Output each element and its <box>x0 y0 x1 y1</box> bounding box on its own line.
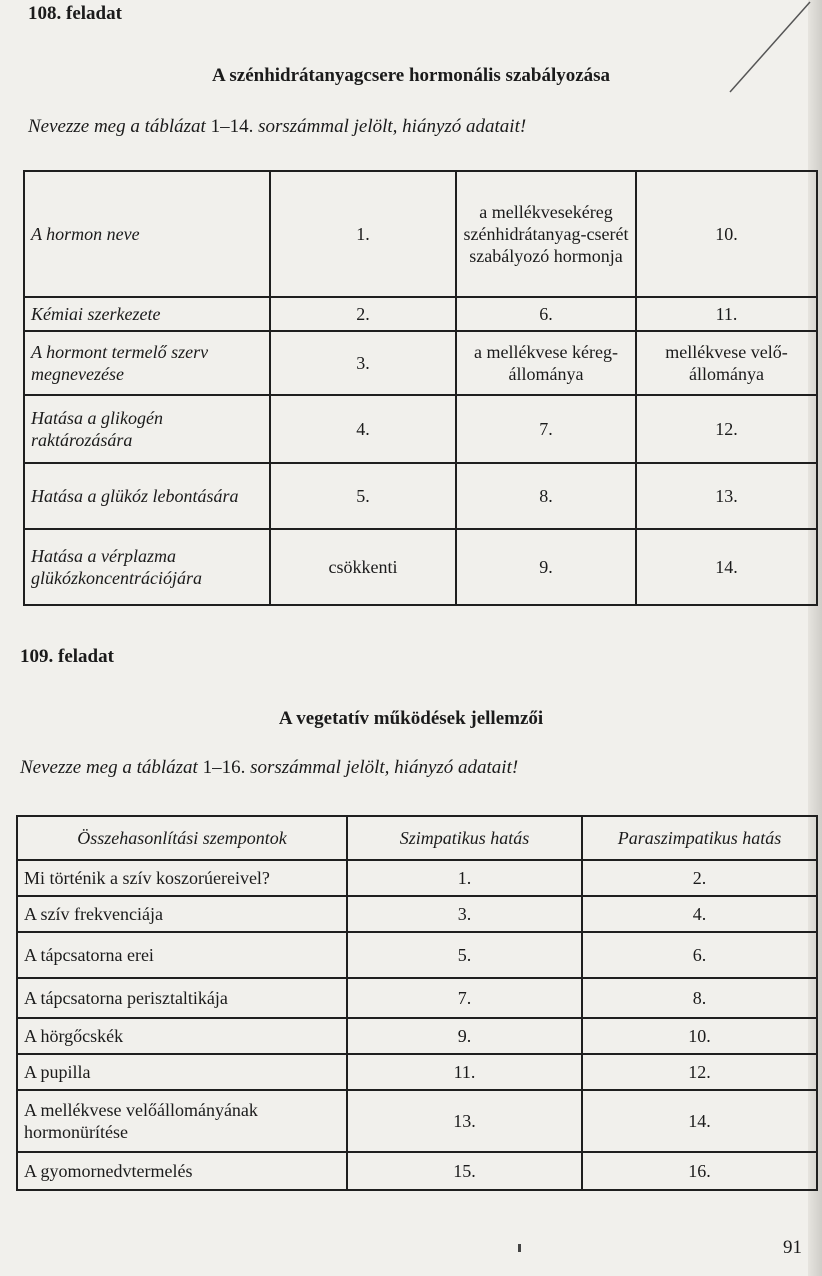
answer-cell-5: 5. <box>270 463 456 529</box>
instruction-range: 1–16. <box>202 757 246 778</box>
answer-cell-10: 10. <box>582 1018 817 1054</box>
answer-cell-12: 12. <box>582 1054 817 1090</box>
given-cell: a mellékvese kéreg-állománya <box>456 331 636 395</box>
answer-cell-4: 4. <box>270 395 456 463</box>
row-label: A szív frekvenciája <box>17 896 347 932</box>
answer-cell-9: 9. <box>456 529 636 605</box>
table-row <box>24 529 817 605</box>
table-row <box>17 1018 817 1054</box>
instruction-text-start: Nevezze meg a táblázat <box>20 757 203 778</box>
answer-cell-1: 1. <box>347 860 582 896</box>
ink-speck <box>518 1244 521 1252</box>
table-row <box>24 395 817 463</box>
column-header-sympathetic: Szimpatikus hatás <box>347 816 582 860</box>
row-label: A hörgőcskék <box>17 1018 347 1054</box>
task-109-instruction <box>20 757 518 779</box>
task-109-table <box>16 815 818 1191</box>
answer-cell-3: 3. <box>270 331 456 395</box>
table-row <box>24 171 817 297</box>
answer-cell-1: 1. <box>270 171 456 297</box>
row-label: A hormont termelő szerv megnevezése <box>24 331 270 395</box>
instruction-text-start: Nevezze meg a táblázat <box>28 116 211 137</box>
given-cell: mellékvese velő-állománya <box>636 331 817 395</box>
row-label: A tápcsatorna perisztaltikája <box>17 978 347 1018</box>
table-row <box>17 978 817 1018</box>
answer-cell-16: 16. <box>582 1152 817 1190</box>
table-row <box>24 463 817 529</box>
table-row <box>17 896 817 932</box>
answer-cell-5: 5. <box>347 932 582 978</box>
answer-cell-6: 6. <box>582 932 817 978</box>
table-row <box>17 1152 817 1190</box>
answer-cell-9: 9. <box>347 1018 582 1054</box>
column-header-parasympathetic: Paraszimpatikus hatás <box>582 816 817 860</box>
row-label: A tápcsatorna erei <box>17 932 347 978</box>
answer-cell-2: 2. <box>270 297 456 331</box>
row-label: Mi történik a szív koszorúereivel? <box>17 860 347 896</box>
given-cell: a mellékvesekéreg szénhidrátanyag-cserét szabályozó hormonja <box>456 171 636 297</box>
answer-cell-4: 4. <box>582 896 817 932</box>
answer-cell-13: 13. <box>347 1090 582 1152</box>
task-108-heading: 108. feladat <box>28 3 122 24</box>
table-row <box>17 1054 817 1090</box>
answer-cell-7: 7. <box>456 395 636 463</box>
task-109-heading: 109. feladat <box>20 646 114 667</box>
row-label: A pupilla <box>17 1054 347 1090</box>
task-108-title: A szénhidrátanyagcsere hormonális szabályozása <box>211 65 611 86</box>
answer-cell-7: 7. <box>347 978 582 1018</box>
table-row <box>17 1090 817 1152</box>
answer-cell-11: 11. <box>347 1054 582 1090</box>
row-label: Hatása a vérplazma glükózkoncentrációjára <box>24 529 270 605</box>
answer-cell-6: 6. <box>456 297 636 331</box>
answer-cell-2: 2. <box>582 860 817 896</box>
answer-cell-11: 11. <box>636 297 817 331</box>
answer-cell-14: 14. <box>582 1090 817 1152</box>
table-row <box>24 297 817 331</box>
table-row <box>17 860 817 896</box>
answer-cell-3: 3. <box>347 896 582 932</box>
answer-cell-13: 13. <box>636 463 817 529</box>
instruction-range: 1–14. <box>210 116 254 137</box>
answer-cell-8: 8. <box>582 978 817 1018</box>
row-label: Hatása a glikogén raktározására <box>24 395 270 463</box>
row-label: Kémiai szerkezete <box>24 297 270 331</box>
task-108-instruction <box>28 116 526 138</box>
answer-cell-8: 8. <box>456 463 636 529</box>
page-number: 91 <box>783 1237 802 1258</box>
table-header-row <box>17 816 817 860</box>
row-label: A mellékvese velőállományának hormonürítése <box>17 1090 347 1152</box>
table-row <box>17 932 817 978</box>
table-row <box>24 331 817 395</box>
row-label: Hatása a glükóz lebontására <box>24 463 270 529</box>
column-header-criteria: Összehasonlítási szempontok <box>17 816 347 860</box>
answer-cell-15: 15. <box>347 1152 582 1190</box>
instruction-text-end: sorszámmal jelölt, hiányzó adatait! <box>253 116 527 137</box>
instruction-text-end: sorszámmal jelölt, hiányzó adatait! <box>245 757 519 778</box>
row-label: A gyomornedvtermelés <box>17 1152 347 1190</box>
row-label: A hormon neve <box>24 171 270 297</box>
task-109-title: A vegetatív működések jellemzői <box>278 708 544 729</box>
given-cell: csökkenti <box>270 529 456 605</box>
answer-cell-10: 10. <box>636 171 817 297</box>
answer-cell-12: 12. <box>636 395 817 463</box>
answer-cell-14: 14. <box>636 529 817 605</box>
task-108-table <box>23 170 818 606</box>
